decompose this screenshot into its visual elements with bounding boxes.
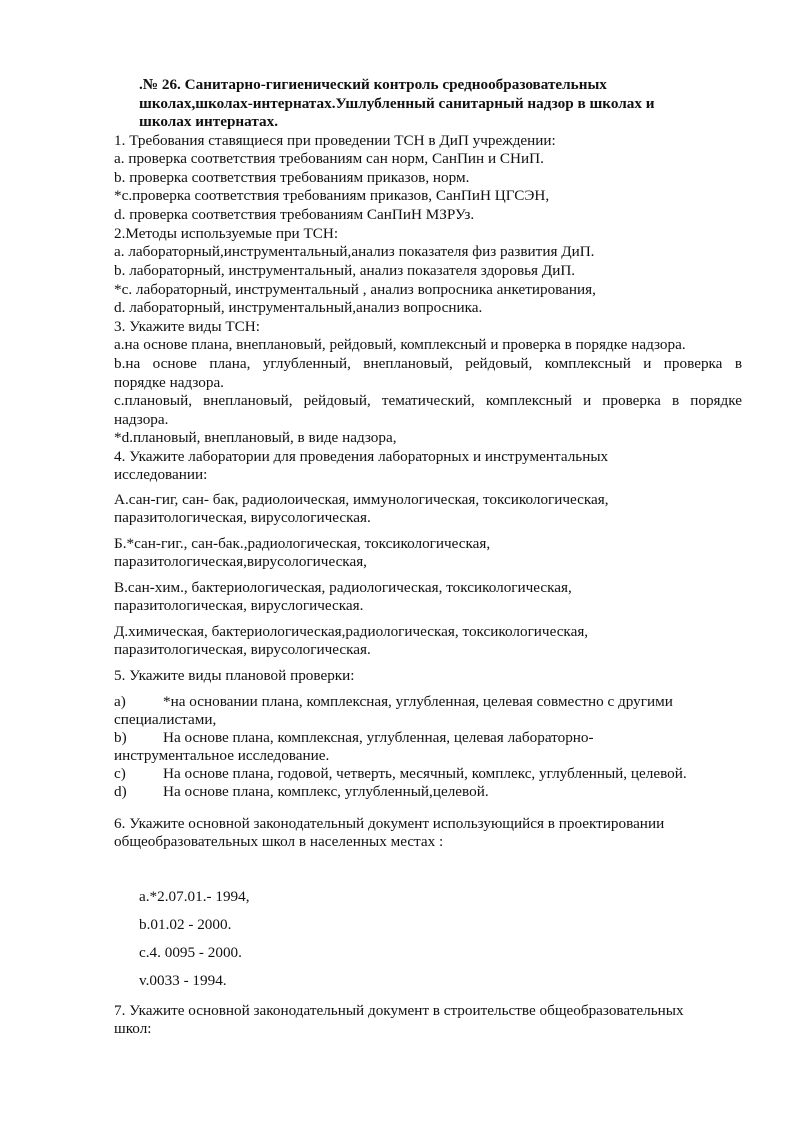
question-6-option-c: c.4. 0095 - 2000. [139, 944, 242, 961]
question-3-option-a: a.на основе плана, внеплановый, рейдовый, комплексный и проверка в порядке надзора. [114, 336, 686, 353]
option-text: На основе плана, комплекс, углубленный,целевой. [163, 783, 489, 800]
option-label: b) [114, 729, 127, 746]
question-2-option-d: d. лабораторный, инструментальный,анализ вопросника. [114, 299, 483, 316]
question-4-text-line-1: 4. Укажите лаборатории для проведения лабораторных и инструментальных [114, 448, 609, 465]
question-4-option-d-line-1: Д.химическая, бактериологическая,радиологическая, токсикологическая, [114, 623, 589, 640]
option-text: На основе плана, годовой, четверть, месячный, комплекс, углубленный, целевой. [163, 765, 687, 782]
question-5-text: 5. Укажите виды плановой проверки: [114, 667, 355, 684]
question-3-text: 3. Укажите виды ТСН: [114, 318, 260, 335]
question-4-option-d-line-2: паразитологическая, вирусологическая. [114, 641, 371, 658]
question-6-text-line-1: 6. Укажите основной законодательный документ использующийся в проектировании [114, 815, 665, 832]
question-7-text-line-2: школ: [114, 1020, 152, 1037]
question-3-option-d: *d.плановый, внеплановый, в виде надзора, [114, 429, 397, 446]
question-4-option-b-line-2: паразитологическая,вирусологическая, [114, 553, 367, 570]
question-1-option-d: d. проверка соответствия требованиям СанПиН МЗРУз. [114, 206, 475, 223]
option-text: На основе плана, комплексная, углубленная, целевая лабораторно- [163, 729, 594, 746]
question-2-option-c: *c. лабораторный, инструментальный , анализ вопросника анкетирования, [114, 281, 596, 298]
question-4-option-c-line-2: паразитологическая, вируслогическая. [114, 597, 364, 614]
question-6-option-a: a.*2.07.01.- 1994, [139, 888, 250, 905]
question-2-option-a: а. лабораторный,инструментальный,анализ показателя физ развития ДиП. [114, 243, 595, 260]
question-6-text-line-2: общеобразовательных школ в населенных местах : [114, 833, 444, 850]
question-1-option-a: а. проверка соответствия требованиям сан норм, СанПин и СНиП. [114, 150, 544, 167]
question-1-option-c: *c.проверка соответствия требованиям приказов, СанПиН ЦГСЭН, [114, 187, 550, 204]
question-3-option-b-line-1: b.на основе плана, углубленный, внеплановый, рейдовый, комплексный и проверка в [114, 355, 742, 372]
document-title-line-3: школах интернатах. [139, 113, 279, 130]
question-1-text: 1. Требования ставящиеся при проведении ТСН в ДиП учреждении: [114, 132, 556, 149]
question-1-option-b: b. проверка соответствия требованиям приказов, норм. [114, 169, 470, 186]
question-3-option-b-line-2: порядке надзора. [114, 374, 224, 391]
question-3-option-c-line-1: c.плановый, внеплановый, рейдовый, тематический, комплексный и проверка в порядке [114, 392, 742, 409]
question-4-text-line-2: исследовании: [114, 466, 208, 483]
question-5-option-b-line-2: инструментальное исследование. [114, 747, 330, 764]
option-label: c) [114, 765, 126, 782]
question-4-option-c-line-1: В.сан-хим., бактериологическая, радиологическая, токсикологическая, [114, 579, 572, 596]
option-label: a) [114, 693, 126, 710]
question-6-option-d: v.0033 - 1994. [139, 972, 227, 989]
question-5-option-a-line-2: специалистами, [114, 711, 217, 728]
question-4-option-a-line-2: паразитологическая, вирусологическая. [114, 509, 371, 526]
question-2-option-b: b. лабораторный, инструментальный, анализ показателя здоровья ДиП. [114, 262, 576, 279]
question-4-option-a-line-1: А.сан-гиг, сан- бак, радиолоическая, иммунологическая, токсикологическая, [114, 491, 609, 508]
question-4-option-b-line-1: Б.*сан-гиг., сан-бак.,радиологическая, токсикологическая, [114, 535, 491, 552]
option-text: *на основании плана, комплексная, углубленная, целевая совместно с другими [163, 693, 673, 710]
option-label: d) [114, 783, 127, 800]
question-7-text-line-1: 7. Укажите основной законодательный документ в строительстве общеобразовательных [114, 1002, 684, 1019]
question-2-text: 2.Методы используемые при ТСН: [114, 225, 339, 242]
question-3-option-c-line-2: надзора. [114, 411, 169, 428]
question-6-option-b: b.01.02 - 2000. [139, 916, 232, 933]
document-title-line-1: .№ 26. Санитарно-гигиенический контроль среднообразовательных [139, 76, 607, 93]
document-title-line-2: школах,школах-интернатах.Ушлубленный санитарный надзор в школах и [139, 95, 655, 112]
